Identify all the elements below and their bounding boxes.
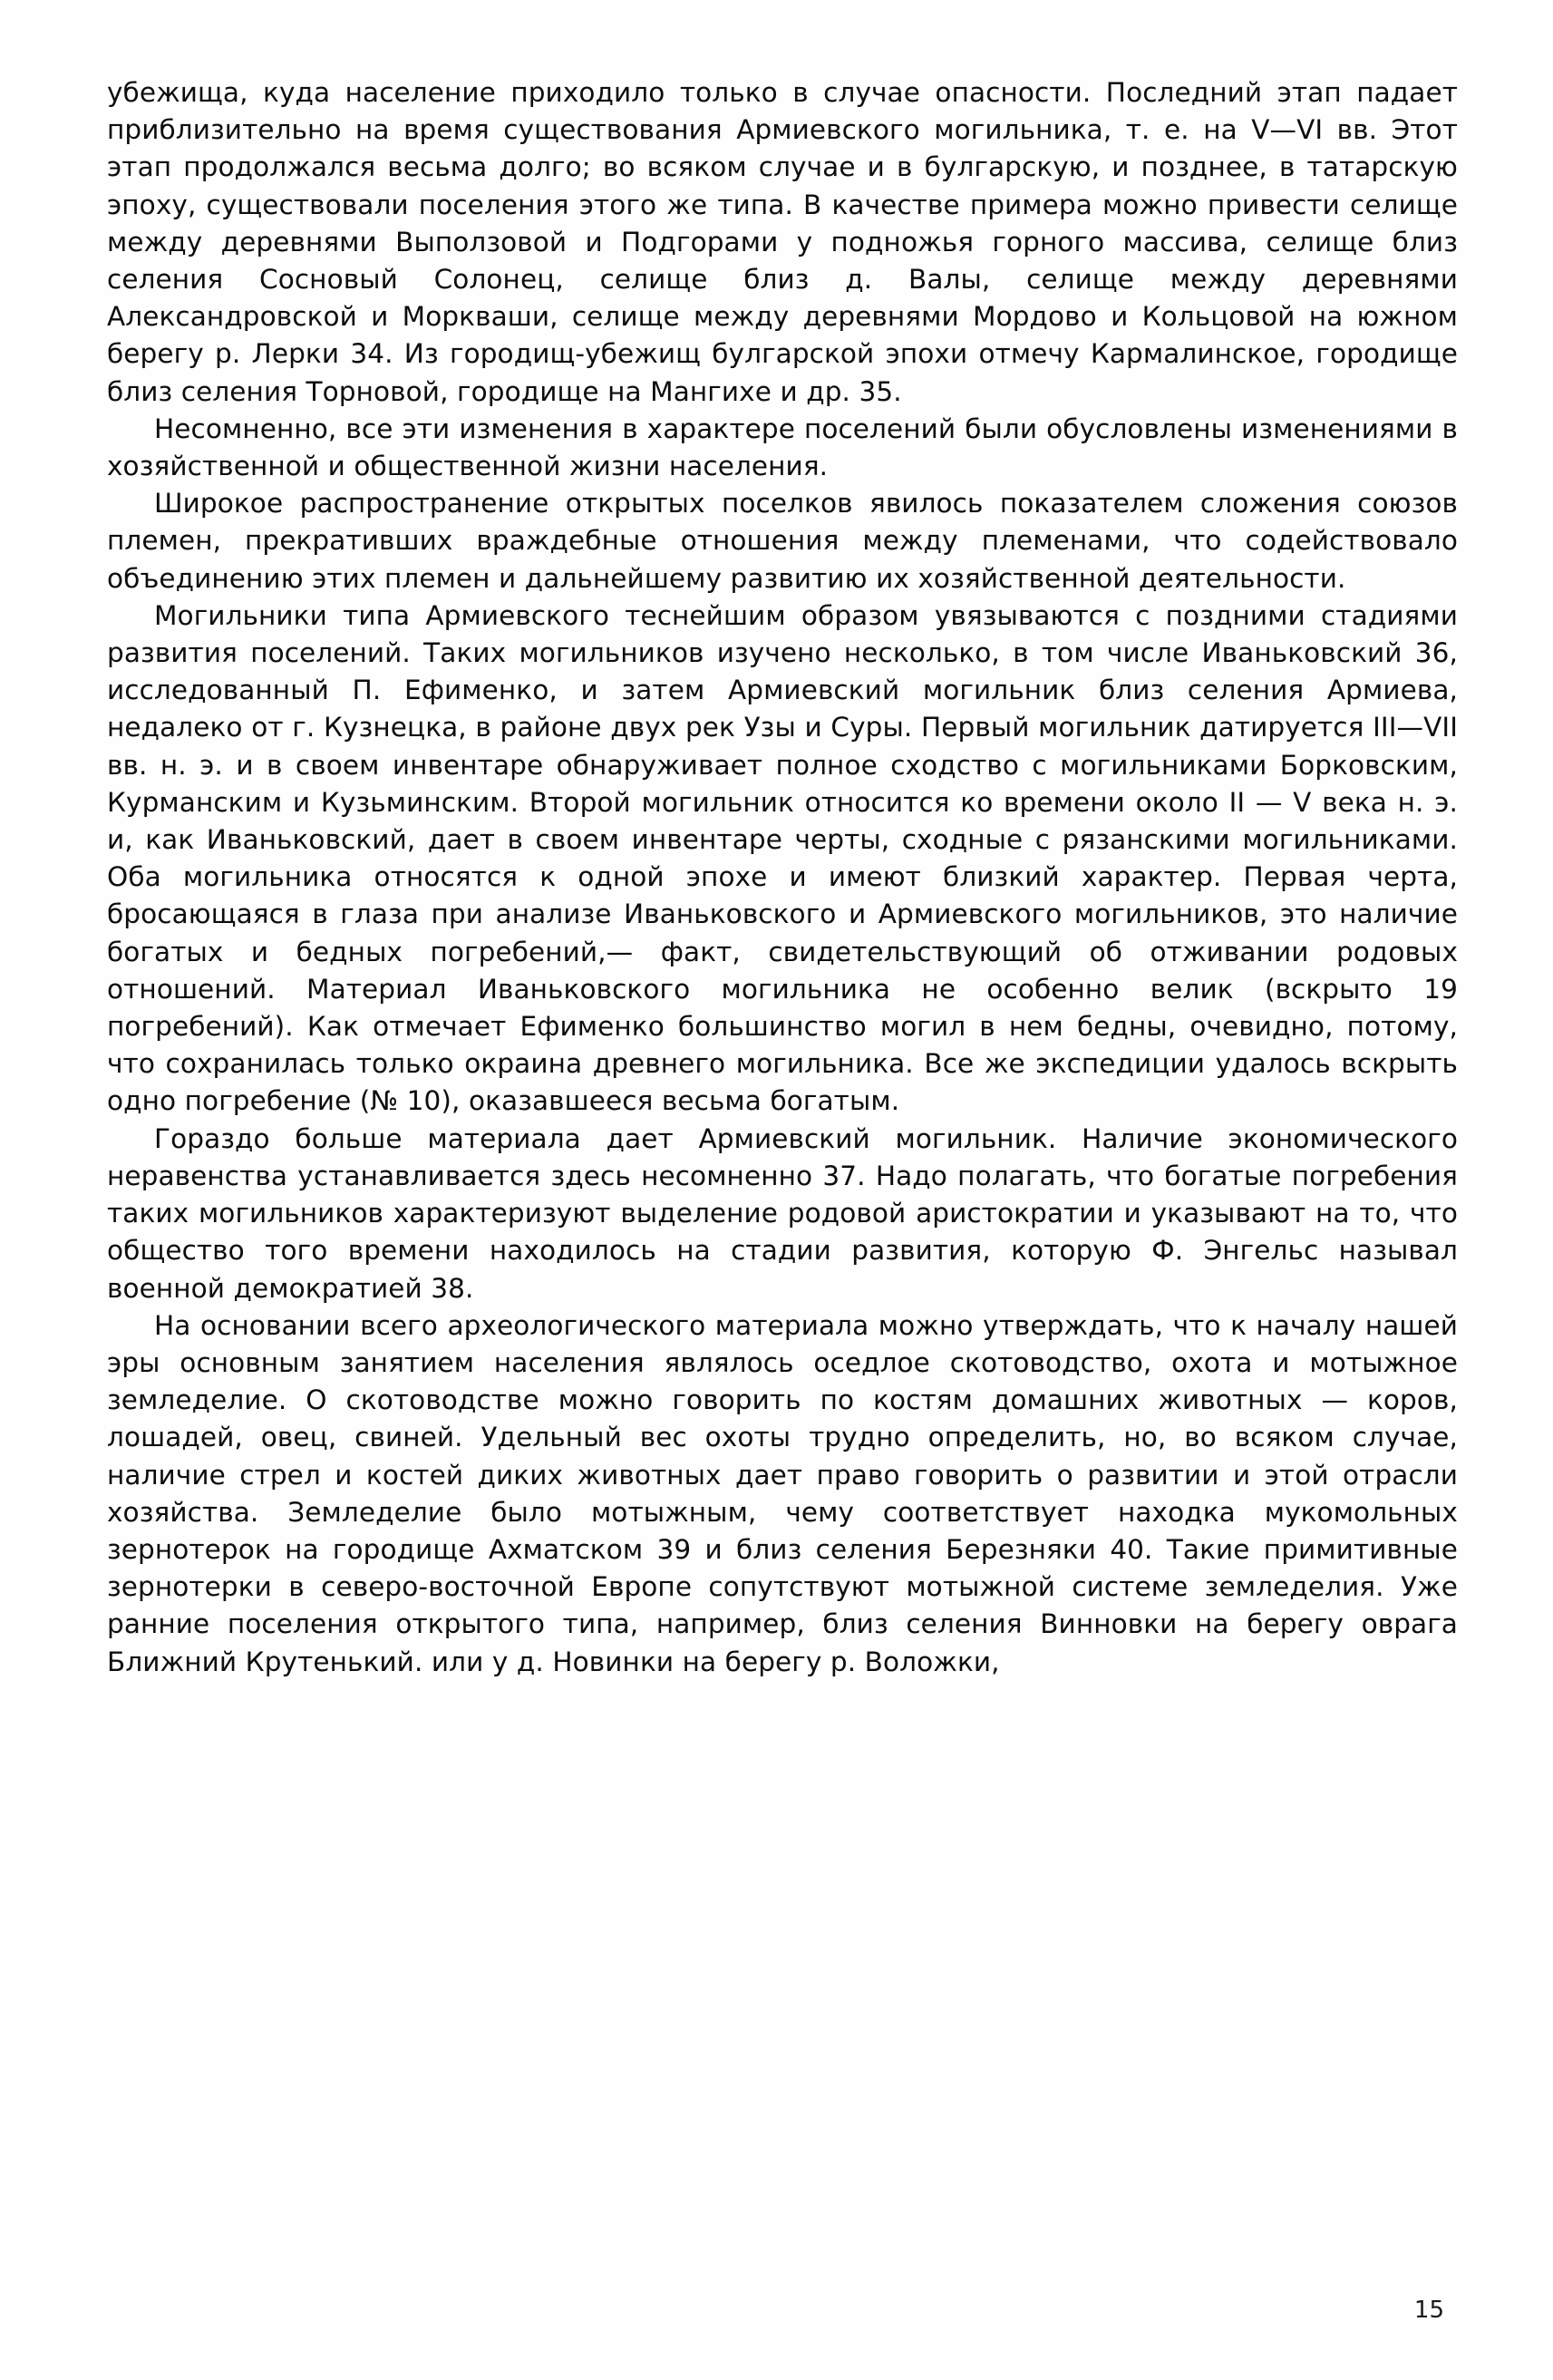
body-text-column xyxy=(107,74,1458,1681)
page-number: 15 xyxy=(1413,2297,1444,2324)
paragraph-3: Широкое распространение открытых поселков явилось показателем сложения союзов племен, прекративших враждебные отношения между племенами, что содействовало объединению этих племен и дальнейшему развитию их хозяйственной деятельности. xyxy=(107,488,1458,594)
paragraph-2: Несомненно, все эти изменения в характере поселений были обусловлены изменениями в хозяйственной и общественной жизни населения. xyxy=(107,413,1458,482)
paragraph-6: На основании всего археологического материала можно утверждать, что к началу нашей эры основным занятием населения являлось оседлое скотоводство, охота и мотыжное земледелие. О скотоводстве можно говорить по костям домашних животных — коров, лошадей, овец, свиней. Удельный вес охоты трудно определить, но, во всяком случае, наличие стрел и костей диких животных дает право говорить о развитии и этой отрасли хозяйства. Земледелие было мотыжным, чему соответствует находка мукомольных зернотерок на городище Ахматском 39 и близ селения Березняки 40. Такие примитивные зернотерки в северо-восточной Европе сопутствуют мотыжной системе земледелия. Уже ранние поселения открытого типа, например, близ селения Винновки на берегу оврага Ближний Крутенький. или у д. Новинки на берегу р. Воложки, xyxy=(107,1309,1458,1677)
paragraph-1: убежища, куда население приходило только в случае опасности. Последний этап падает приблизительно на время существования Армиевского могильника, т. е. на V—VI вв. Этот этап продолжался весьма долго; во всяком случае и в булгарскую, и позднее, в татарскую эпоху, существовали поселения этого же типа. В качестве примера можно привести селище между деревнями Выползовой и Подгорами у подножья горного массива, селище близ селения Сосновый Солонец, селище близ д. Валы, селище между деревнями Александровской и Моркваши, селище между деревнями Мордово и Кольцовой на южном берегу р. Лерки 34. Из городищ-убежищ булгарской эпохи отмечу Кармалинское, городище близ селения Торновой, городище на Мангихе и др. 35. xyxy=(107,77,1458,407)
paragraph-5: Гораздо больше материала дает Армиевский могильник. Наличие экономического неравенства устанавливается здесь несомненно 37. Надо полагать, что богатые погребения таких могильников характеризуют выделение родовой аристократии и указывают на то, что общество того времени находилось на стадии развития, которую Ф. Энгельс называл военной демократией 38. xyxy=(107,1122,1458,1304)
paragraph-4: Могильники типа Армиевского теснейшим образом увязываются с поздними стадиями развития поселений. Таких могильников изучено несколько, в том числе Иваньковский 36, исследованный П. Ефименко, и затем Армиевский могильник близ селения Армиева, недалеко от г. Кузнецка, в районе двух рек Узы и Суры. Первый могильник датируется III—VII вв. н. э. и в своем инвентаре обнаруживает полное сходство с могильниками Борковским, Курманским и Кузьминским. Второй могильник относится ко времени около II — V века н. э. и, как Иваньковский, дает в своем инвентаре черты, сходные с рязанскими могильниками. Оба могильника относятся к одной эпохе и имеют близкий характер. Первая черта, бросающаяся в глаза при анализе Иваньковского и Армиевского могильников, это наличие богатых и бедных погребений,— факт, свидетельствующий об отживании родовых отношений. Материал Иваньковского могильника не особенно велик (вскрыто 19 погребений). Как отмечает Ефименко большинство могил в нем бедны, очевидно, потому, что сохранилась только окраина древнего могильника. Все же экспедиции удалось вскрыть одно погребение (№ 10), оказавшееся весьма богатым. xyxy=(107,599,1458,1117)
